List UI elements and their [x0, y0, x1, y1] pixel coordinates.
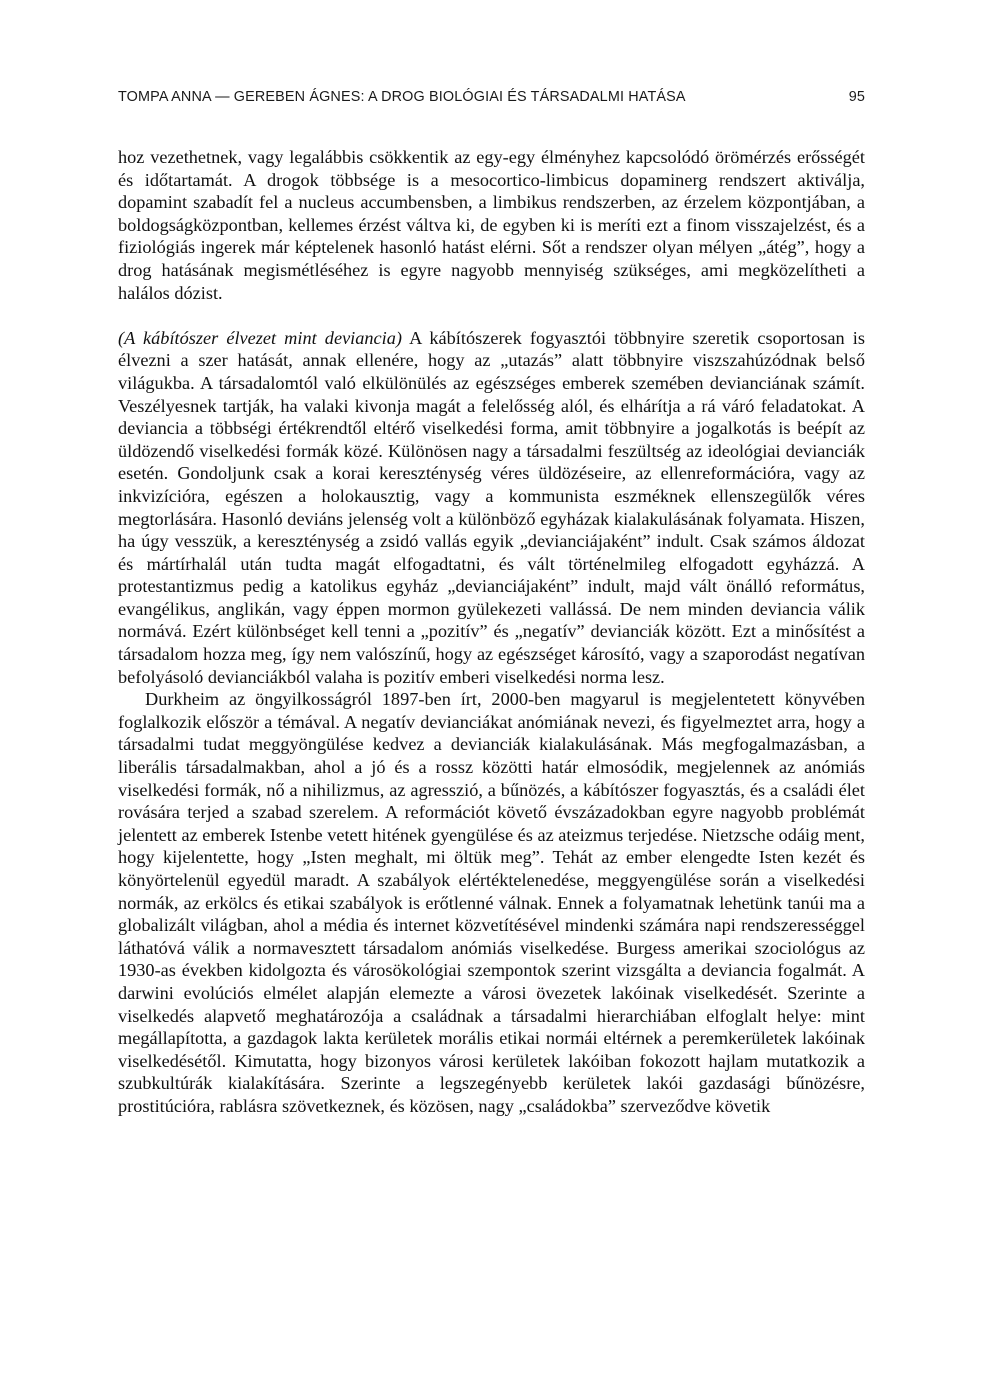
running-title: TOMPA ANNA — GEREBEN ÁGNES: A DROG BIOLÓGIAI ÉS TÁRSADALMI HATÁSA	[118, 89, 686, 105]
paragraph-deviance	[118, 327, 865, 689]
body-text	[118, 146, 865, 1118]
paragraph-deviance-text: A kábítószerek fogyasztói többnyire szeretik csoportosan is élvezni a szer hatását, annak ellenére, hogy az „utazás” alatt többnyire viszszahúzódnak belső világukba. A társadalomtól való elkülönülés az egészséges emberek szemében devianciának számít. Veszélyesnek tartják, ha valaki kivonja magát a felelősség alól, és elhárítja a rá váró feladatokat. A deviancia a többségi értékrendtől eltérő viselkedési forma, amit többnyire a jogalkotás is beépít az üldözendő viselkedési formák közé. Különösen nagy a társadalmi feszültség az ideológiai devianciák esetén. Gondoljunk csak a korai kereszténység véres üldözéseire, az ellenreformációra, vagy az inkvizícióra, egészen a holokausztig, vagy a kommunista eszméknek ellenszegülők véres megtorlására. Hasonló deviáns jelenség volt a különböző egyházak kialakulásának folyamata. Hiszen, ha úgy vesszük, a kereszténység a zsidó vallás egyik „devianciájaként” indult. Csak számos áldozat és mártírhalál után tudta magát elfogadtatni, és vált történelmileg elfogadott egyházzá. A protestantizmus pedig a katolikus egyház „devianciájaként” indult, majd vált önálló református, evangélikus, anglikán, vagy éppen mormon gyülekezeti vallássá. De nem minden deviancia válik normává. Ezért különbséget kell tenni a „pozitív” és „negatív” devianciák között. Ezt a minősítést a társadalom hozza meg, így nem valószínű, hogy az egészséget károsító, vagy a szaporodást negatívan befolyásoló devianciákból valaha is pozitív emberi viselkedési norma lesz.	[118, 327, 865, 687]
page-number: 95	[848, 89, 865, 105]
running-head	[118, 89, 865, 109]
paragraph-durkheim: Durkheim az öngyilkosságról 1897-ben írt, 2000-ben magyarul is megjelentetett könyvében foglalkozik először a témával. A negatív devianciákat anómiának nevezi, és figyelmeztet arra, hogy a társadalmi tudat meggyöngülése kedvez a devianciák kialakulásának. Más megfogalmazásban, a liberális társadalmakban, ahol a jó és a rossz közötti határ elmosódik, megjelennek az anómiás viselkedési formák, nő a nihilizmus, az agresszió, a bűnözés, a kábítószer fogyasztás, és a családi élet rovására terjed a szabad szerelem. A reformációt követő évszázadokban egyre nagyobb problémát jelentett az emberek Istenbe vetett hitének gyengülése és az ateizmus terjedése. Nietzsche odáig ment, hogy kijelentette, hogy „Isten meghalt, mi öltük meg”. Tehát az ember elengedte Isten kezét és könyörtelenül egyedül maradt. A szabályok elértéktelenedése, meggyengülése során a viselkedési normák, az erkölcs és etikai szabályok is erőtlenné válnak. Ennek a folyamatnak lehetünk tanúi ma a globalizált világban, ahol a média és internet közvetítésével mindenki számára napi rendszerességgel láthatóvá válik a normavesztett társadalom anómiás viselkedése. Burgess amerikai szociológus az 1930-as években kidolgozta és városökológiai szempontok szerint vizsgálta a deviancia fogalmát. A darwini evolúciós elmélet alapján elemezte a városi övezetek lakóinak viselkedését. Szerinte a viselkedés alapvető meghatározója a családnak a társadalmi hierarchiában elfoglalt helye: mint megállapította, a gazdagok lakta kerületek morális etikai normái eltérnek a peremkerületek lakóinak viselkedésétől. Kimutatta, hogy bizonyos városi kerületek lakóiban fokozott hajlam mutatkozik a szubkultúrák kialakítására. Szerinte a legszegényebb kerületek lakói gazdasági bűnözésre, prostitúcióra, rablásra szövetkeznek, és közösen, nagy „családokba” szerveződve követik	[118, 689, 865, 1116]
paragraph-continuation: hoz vezethetnek, vagy legalábbis csökkentik az egy-egy élményhez kapcsolódó örömérzés erősségét és időtartamát. A drogok többsége is a mesocortico-limbicus dopaminerg rendszert aktiválja, dopamint szabadít fel a nucleus accumbensben, a limbikus rendszerben, az érzelem központjában, a boldogságközpontban, kellemes érzést váltva ki, de egyben ki is meríti ezt a finom visszajelzést, és a fiziológiás ingerek már képtelenek hasonló hatást elérni. Sőt a rendszer olyan mélyen „átég”, hogy a drog hatásának megismétléséhez is egyre nagyobb mennyiség szükséges, ami megközelítheti a halálos dózist.	[118, 147, 865, 303]
section-run-in-heading: (A kábítószer élvezet mint deviancia)	[118, 327, 402, 348]
